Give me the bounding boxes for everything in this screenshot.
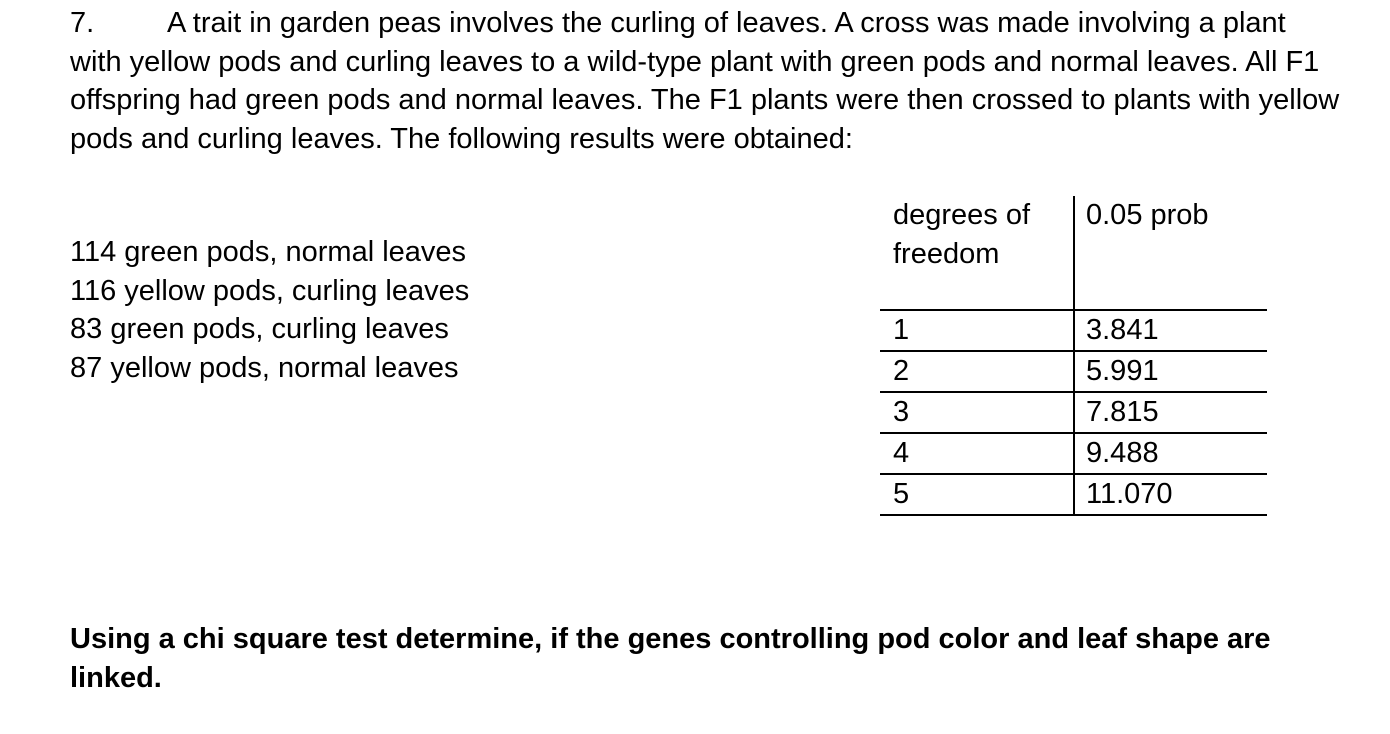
table-row <box>880 392 1267 433</box>
df-cell: 2 <box>880 351 1074 392</box>
table-row <box>880 474 1267 515</box>
result-item: 87 yellow pods, normal leaves <box>70 351 459 384</box>
prob-cell: 7.815 <box>1074 392 1267 433</box>
df-cell: 4 <box>880 433 1074 474</box>
question-paragraph <box>70 4 1340 158</box>
table-row <box>880 433 1267 474</box>
results-list <box>70 233 469 387</box>
instruction-text: Using a chi square test determine, if the genes controlling pod color and leaf shape are linked. <box>70 623 1271 694</box>
prob-cell: 11.070 <box>1074 474 1267 515</box>
header-degrees-of-freedom: degrees of freedom <box>880 196 1074 310</box>
df-cell: 1 <box>880 310 1074 351</box>
result-item: 114 green pods, normal leaves <box>70 236 467 268</box>
prob-cell: 3.841 <box>1074 310 1267 351</box>
table-row <box>880 310 1267 351</box>
prob-cell: 5.991 <box>1074 351 1267 392</box>
table-header-row <box>880 196 1267 310</box>
question-number: 7. <box>70 7 95 39</box>
result-item: 116 yellow pods, curling leaves <box>70 274 470 307</box>
chi-square-table <box>880 196 1267 516</box>
question-text: A trait in garden peas involves the curling of leaves. A cross was made involving a plant with yellow pods and curling leaves to a wild-type plant with green pods and normal leaves. All F1 offspring had green pods and normal leaves. The F1 plants were then crossed to plants with yellow pods and curling leaves. The following results were obtained: <box>70 7 1340 155</box>
table-row <box>880 351 1267 392</box>
prob-cell: 9.488 <box>1074 433 1267 474</box>
df-cell: 3 <box>880 392 1074 433</box>
header-probability: 0.05 prob <box>1074 196 1267 310</box>
result-item: 83 green pods, curling leaves <box>70 313 449 345</box>
df-cell: 5 <box>880 474 1074 515</box>
